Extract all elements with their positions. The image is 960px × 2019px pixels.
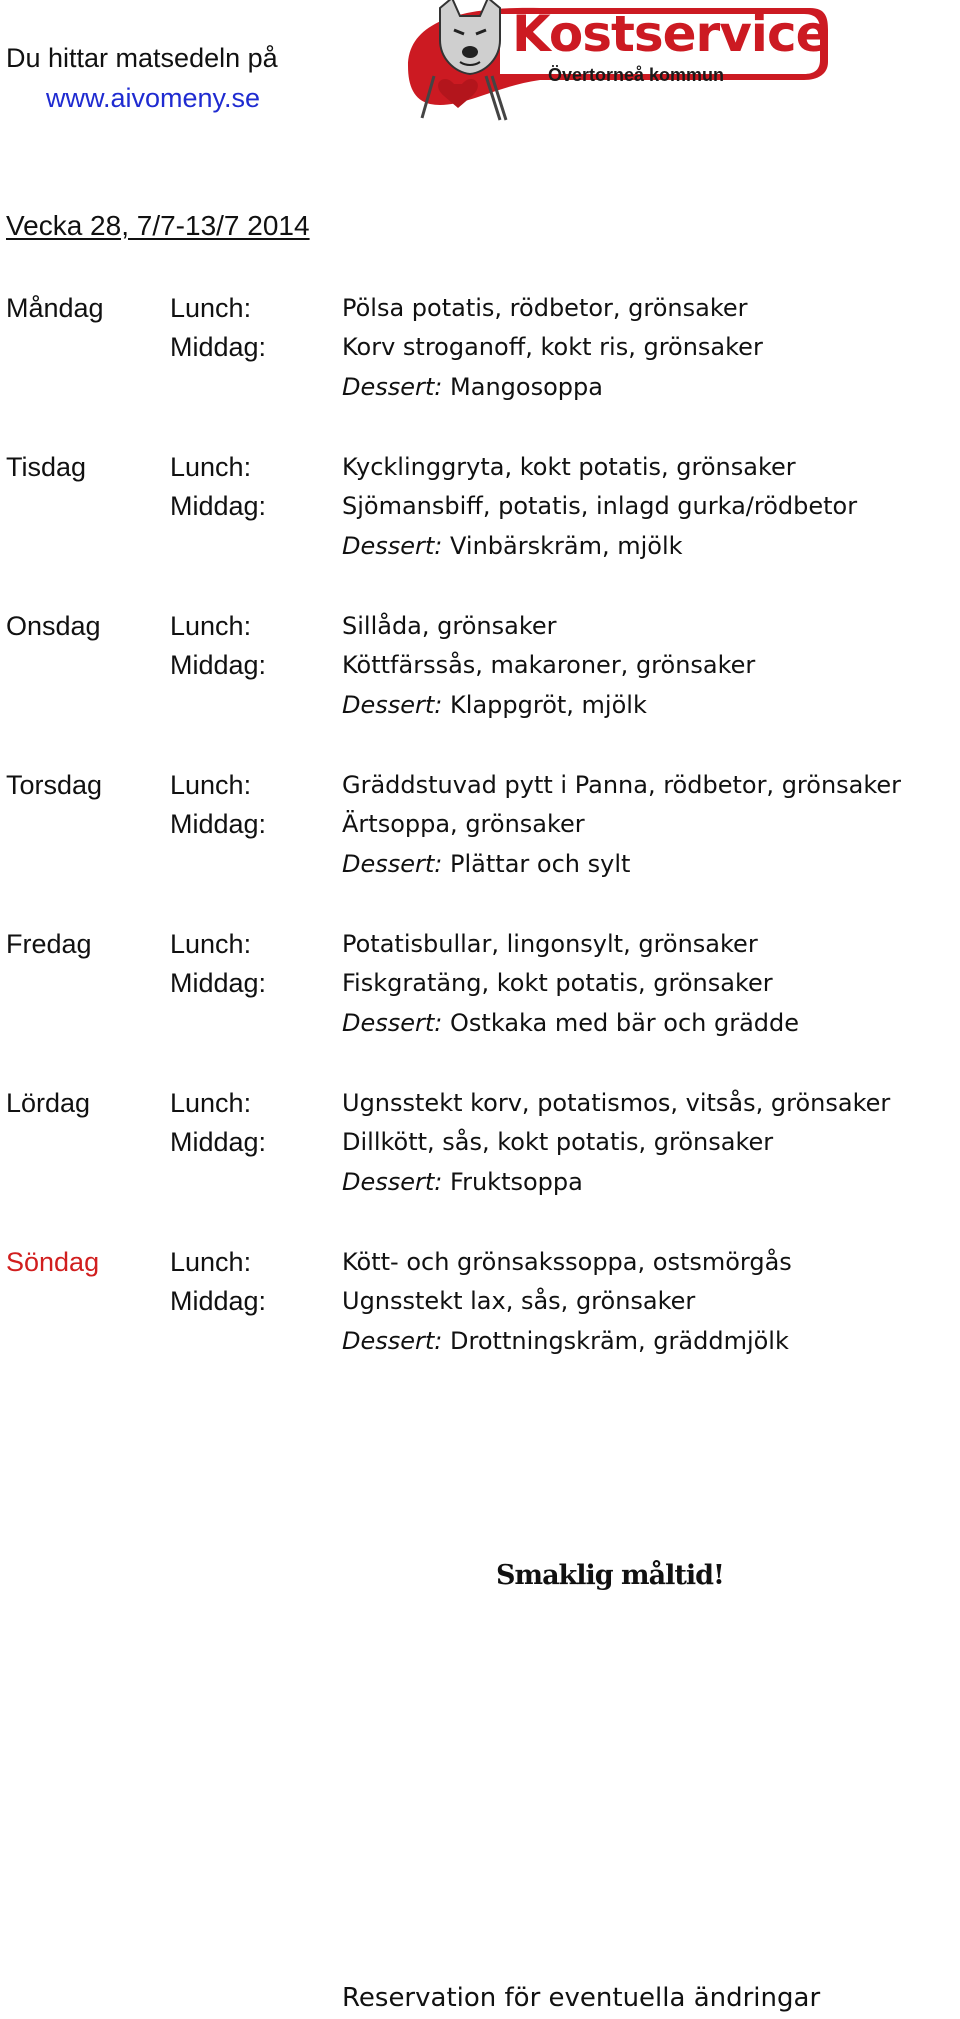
dessert-dish: Plättar och sylt — [450, 850, 631, 878]
logo-title: Kostservice — [512, 5, 829, 63]
day-name: Torsdag — [6, 770, 103, 800]
day-name: Söndag — [6, 1247, 100, 1277]
footer-note: Reservation för eventuella ändringar — [342, 1983, 821, 2013]
dessert-row — [0, 685, 960, 725]
dinner-row — [0, 804, 960, 844]
dinner-row — [0, 327, 960, 367]
dessert-line — [342, 1321, 789, 1361]
dinner-label: Middag: — [170, 650, 267, 680]
dessert-dish: Klappgröt, mjölk — [450, 691, 647, 719]
dinner-dish: Sjömansbiff, potatis, inlagd gurka/rödbetor — [342, 492, 858, 520]
lunch-dish: Kött- och grönsakssoppa, ostsmörgås — [342, 1248, 792, 1276]
dessert-dish: Vinbärskräm, mjölk — [450, 532, 683, 560]
dessert-label: Dessert: — [342, 1168, 443, 1196]
dessert-dish: Drottningskräm, gräddmjölk — [450, 1327, 789, 1355]
dinner-row — [0, 963, 960, 1003]
day-name: Lördag — [6, 1088, 91, 1118]
lunch-dish: Pölsa potatis, rödbetor, grönsaker — [342, 294, 748, 322]
menu-website-link[interactable]: www.aivomeny.se — [46, 83, 261, 113]
lunch-row — [0, 1242, 960, 1282]
dinner-row — [0, 486, 960, 526]
dessert-label: Dessert: — [342, 850, 443, 878]
dinner-label: Middag: — [170, 491, 267, 521]
lunch-row — [0, 924, 960, 964]
intro-line: Du hittar matsedeln på — [6, 43, 278, 73]
dessert-row — [0, 526, 960, 566]
dessert-label: Dessert: — [342, 691, 443, 719]
dinner-row — [0, 1122, 960, 1162]
kostservice-logo — [400, 0, 830, 128]
dinner-row — [0, 1281, 960, 1321]
day-saturday — [0, 1083, 960, 1242]
dinner-dish: Köttfärssås, makaroner, grönsaker — [342, 651, 756, 679]
lunch-row — [0, 765, 960, 805]
dessert-label: Dessert: — [342, 532, 443, 560]
lunch-dish: Sillåda, grönsaker — [342, 612, 557, 640]
lunch-label: Lunch: — [170, 293, 252, 323]
dinner-dish: Ärtsoppa, grönsaker — [342, 810, 585, 838]
day-monday — [0, 288, 960, 447]
dessert-line — [342, 844, 630, 884]
dinner-dish: Fiskgratäng, kokt potatis, grönsaker — [342, 969, 773, 997]
dessert-row — [0, 1162, 960, 1202]
lunch-label: Lunch: — [170, 1088, 252, 1118]
intro-text — [6, 38, 278, 118]
dinner-label: Middag: — [170, 1286, 267, 1316]
dessert-line — [342, 367, 603, 407]
closing-greeting: Smaklig måltid! — [496, 1560, 724, 1591]
lunch-label: Lunch: — [170, 452, 252, 482]
day-name: Fredag — [6, 929, 92, 959]
lunch-label: Lunch: — [170, 929, 252, 959]
dinner-row — [0, 645, 960, 685]
day-friday — [0, 924, 960, 1083]
day-wednesday — [0, 606, 960, 765]
day-name: Onsdag — [6, 611, 101, 641]
lunch-dish: Ugnsstekt korv, potatismos, vitsås, grönsaker — [342, 1089, 891, 1117]
lunch-dish: Gräddstuvad pytt i Panna, rödbetor, grönsaker — [342, 771, 902, 799]
dessert-line — [342, 685, 647, 725]
dessert-row — [0, 367, 960, 407]
dessert-line — [342, 526, 683, 566]
day-name: Tisdag — [6, 452, 87, 482]
dessert-dish: Ostkaka med bär och grädde — [450, 1009, 800, 1037]
weekly-menu — [0, 288, 960, 1401]
lunch-label: Lunch: — [170, 1247, 252, 1277]
lunch-row — [0, 288, 960, 328]
day-thursday — [0, 765, 960, 924]
dessert-label: Dessert: — [342, 373, 443, 401]
day-name: Måndag — [6, 293, 104, 323]
dinner-label: Middag: — [170, 809, 267, 839]
dinner-label: Middag: — [170, 1127, 267, 1157]
dinner-label: Middag: — [170, 968, 267, 998]
dessert-line — [342, 1003, 799, 1043]
dessert-row — [0, 1003, 960, 1043]
lunch-dish: Potatisbullar, lingonsylt, grönsaker — [342, 930, 758, 958]
dinner-dish: Korv stroganoff, kokt ris, grönsaker — [342, 333, 763, 361]
dinner-dish: Dillkött, sås, kokt potatis, grönsaker — [342, 1128, 774, 1156]
dessert-dish: Mangosoppa — [450, 373, 603, 401]
dessert-line — [342, 1162, 583, 1202]
lunch-row — [0, 1083, 960, 1123]
lunch-row — [0, 606, 960, 646]
lunch-label: Lunch: — [170, 611, 252, 641]
lunch-dish: Kycklinggryta, kokt potatis, grönsaker — [342, 453, 796, 481]
logo-subtitle: Övertorneå kommun — [548, 65, 725, 85]
day-sunday — [0, 1242, 960, 1401]
dinner-label: Middag: — [170, 332, 267, 362]
lunch-row — [0, 447, 960, 487]
dessert-label: Dessert: — [342, 1327, 443, 1355]
day-tuesday — [0, 447, 960, 606]
dessert-row — [0, 844, 960, 884]
week-title: Vecka 28, 7/7-13/7 2014 — [6, 210, 310, 241]
dinner-dish: Ugnsstekt lax, sås, grönsaker — [342, 1287, 696, 1315]
dessert-dish: Fruktsoppa — [450, 1168, 583, 1196]
lunch-label: Lunch: — [170, 770, 252, 800]
dessert-row — [0, 1321, 960, 1361]
dessert-label: Dessert: — [342, 1009, 443, 1037]
